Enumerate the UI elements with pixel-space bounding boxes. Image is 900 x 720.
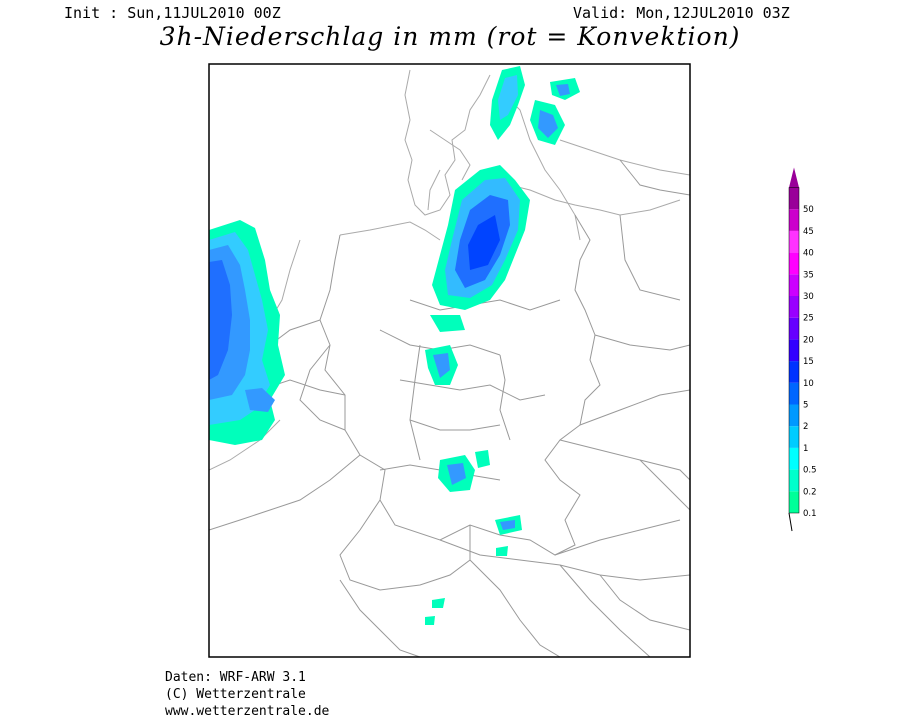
- legend-swatch: [789, 318, 799, 340]
- legend-label: 25: [803, 313, 814, 324]
- legend-top-arrow: [789, 168, 799, 188]
- legend-swatch: [789, 209, 799, 231]
- legend-swatch: [789, 470, 799, 492]
- copyright: (C) Wetterzentrale: [165, 687, 306, 702]
- precip-west: [209, 220, 285, 445]
- map-content: [209, 66, 690, 657]
- website-url: www.wetterzentrale.de: [165, 704, 330, 719]
- legend-label: 30: [803, 292, 814, 302]
- data-source: Daten: WRF-ARW 3.1: [165, 670, 306, 685]
- legend-label: 0.1: [803, 509, 817, 519]
- legend-label: 20: [803, 335, 814, 346]
- legend-tail: [789, 513, 792, 531]
- legend-label: 5: [803, 400, 809, 411]
- legend-swatch: [789, 339, 799, 361]
- legend-swatch: [789, 491, 799, 513]
- legend-swatch: [789, 296, 799, 318]
- map-title: 3h-Niederschlag in mm (rot = Konvektion): [159, 22, 741, 51]
- legend-swatch: [789, 426, 799, 448]
- init-time: Init : Sun,11JUL2010 00Z: [64, 4, 281, 22]
- legend-swatch: [789, 361, 799, 383]
- precip-central: [432, 165, 530, 310]
- legend-swatch: [789, 383, 799, 405]
- legend-label: 50: [803, 205, 814, 216]
- legend-label: 2: [803, 422, 809, 433]
- legend-swatch: [789, 405, 799, 427]
- legend-label: 45: [803, 226, 814, 237]
- legend-swatch: [789, 448, 799, 470]
- legend-swatch: [789, 231, 799, 253]
- legend-label: 35: [803, 270, 814, 281]
- legend-label: 0.5: [803, 465, 817, 476]
- legend-label: 1: [803, 443, 809, 454]
- precip-north: [490, 66, 580, 145]
- color-legend: [789, 168, 817, 532]
- legend-swatch: [789, 188, 799, 210]
- legend-label: 15: [803, 357, 814, 368]
- legend-swatch: [789, 253, 799, 275]
- legend-label: 40: [803, 248, 814, 259]
- legend-label: 0.2: [803, 487, 817, 498]
- valid-time: Valid: Mon,12JUL2010 03Z: [573, 4, 790, 22]
- legend-label: 10: [803, 378, 814, 389]
- legend-swatch: [789, 274, 799, 296]
